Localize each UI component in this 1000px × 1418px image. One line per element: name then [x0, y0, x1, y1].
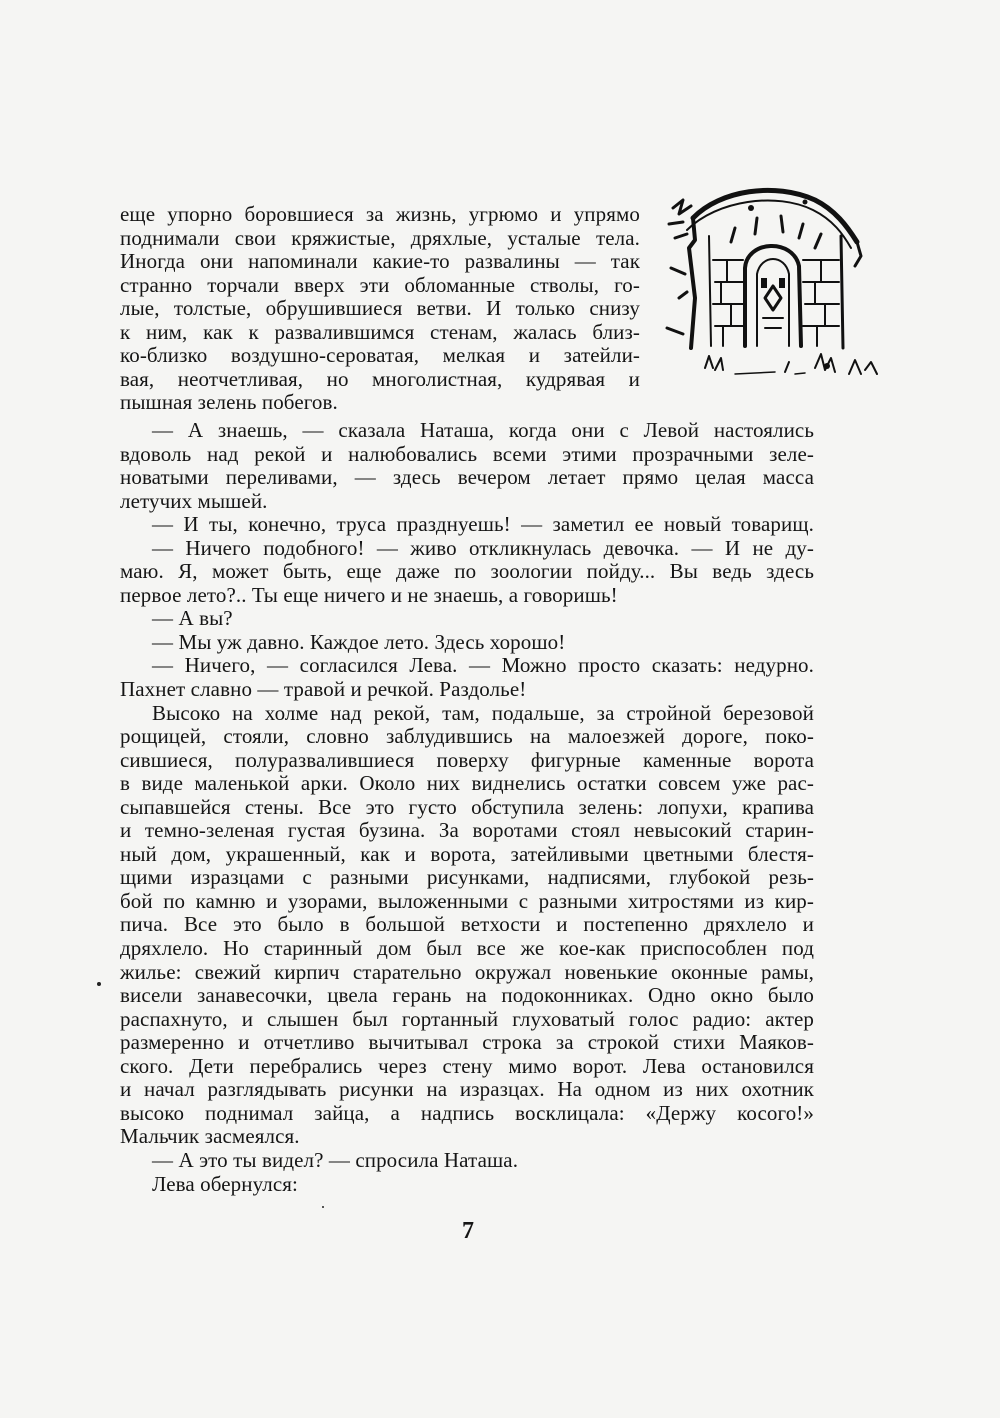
text-line: висели занавесочки, цвела герань на подоконниках. Одно окно было [120, 983, 814, 1008]
text-line: ского. Дети перебрались через стену мимо ворот. Лева остановился [120, 1053, 814, 1078]
text-line: вдоволь над рекой и налюбовались всеми этими прозрачными зеле- [120, 441, 814, 466]
text-line: к ним, как к развалившимся стенам, жалась близ- [120, 319, 640, 344]
text-line: вая, неотчетливая, но многолистная, кудрявая и [120, 366, 640, 391]
text-line: Пахнет славно — травой и речкой. Раздолье! [120, 677, 527, 702]
text-line: Мальчик засмеялся. [120, 1124, 300, 1149]
text-line: летучих мышей. [120, 488, 268, 513]
text-line: распахнуто, и слышен был гортанный глуховатый голос радио: актер [120, 1006, 814, 1031]
text-line: новатыми переливами, — здесь вечером летает прямо целая масса [120, 465, 814, 490]
text-block-main [120, 419, 814, 1196]
text-line: щими изразцами с разными рисунками, надписями, глубокой резь- [120, 865, 814, 890]
text-line: — А знаешь, — сказала Наташа, когда они с Левой настоялись [152, 418, 814, 442]
text-line: странно торчали вверх эти обломанные стволы, го- [120, 272, 640, 297]
text-line: высоко поднимал зайца, а надпись восклицала: «Держу косого!» [120, 1100, 814, 1125]
text-line: — Ничего, — согласился Лева. — Можно просто сказать: недурно. [152, 653, 814, 678]
text-line: поднимали свои кряжистые, дряхлые, усталые тела. [120, 225, 640, 250]
text-line: бой по камню и узорами, выложенными с разными хитростями из кир- [120, 888, 814, 913]
text-line: дряхлело. Но старинный дом был все же кое-как приспособлен под [120, 936, 814, 961]
text-line: Иногда они напоминали какие-то развалины — так [120, 249, 640, 274]
text-line: и начал разглядывать рисунки на изразцах. На одном из них охотник [120, 1077, 814, 1102]
text-line: ко-близко воздушно-сероватая, мелкая и затейли- [120, 343, 640, 368]
text-line: сившиеся, полуразвалившиеся поверху фигурные каменные ворота [120, 747, 814, 772]
text-line: Лева обернулся: [152, 1171, 298, 1196]
text-line: — А вы? [152, 606, 233, 631]
text-line: — А это ты видел? — спросила Наташа. [152, 1147, 519, 1172]
text-line: ный дом, украшенный, как и ворота, затейливыми цветными блестя- [120, 841, 814, 866]
text-line: маю. Я, может быть, еще даже по зоологии пойду... Вы ведь здесь [120, 559, 814, 584]
text-line: сыпавшейся стены. Все это густо обступила зелень: лопухи, крапива [120, 794, 814, 819]
text-line: первое лето?.. Ты еще ничего и не знаешь, а говоришь! [120, 582, 618, 607]
text-line: жилье: свежий кирпич старательно окружал новенькие оконные рамы, [120, 959, 814, 984]
print-speck [322, 1206, 324, 1208]
stone-gate-illustration [665, 178, 885, 383]
page-number: 7 [462, 1218, 474, 1244]
text-line: пышная зелень побегов. [120, 390, 338, 415]
text-line: еще упорно боровшиеся за жизнь, угрюмо и упрямо [120, 202, 640, 226]
text-line: пича. Все это было в большой ветхости и постепенно дряхлело и [120, 912, 814, 937]
text-line: — Мы уж давно. Каждое лето. Здесь хорошо! [152, 629, 566, 654]
text-line: лые, толстые, обрушившиеся ветви. И только снизу [120, 296, 640, 321]
text-line: размеренно и отчетливо вычитывал строка за строкой стихи Маяков- [120, 1030, 814, 1055]
text-line: Высоко на холме над рекой, там, подальше, за стройной березовой [152, 700, 814, 725]
print-speck [97, 982, 101, 986]
text-block-wrapped [120, 203, 640, 415]
text-line: рощицей, стояли, словно заблудившись на малоезжей дороге, поко- [120, 724, 814, 749]
text-line: — Ничего подобного! — живо откликнулась девочка. — И не ду- [152, 535, 814, 560]
text-line: в виде маленькой арки. Около них виднелись остатки совсем уже рас- [120, 771, 814, 796]
text-line: и темно-зеленая густая бузина. За воротами стоял невысокий старин- [120, 818, 814, 843]
text-line: — И ты, конечно, труса празднуешь! — заметил ее новый товарищ. [152, 512, 814, 537]
